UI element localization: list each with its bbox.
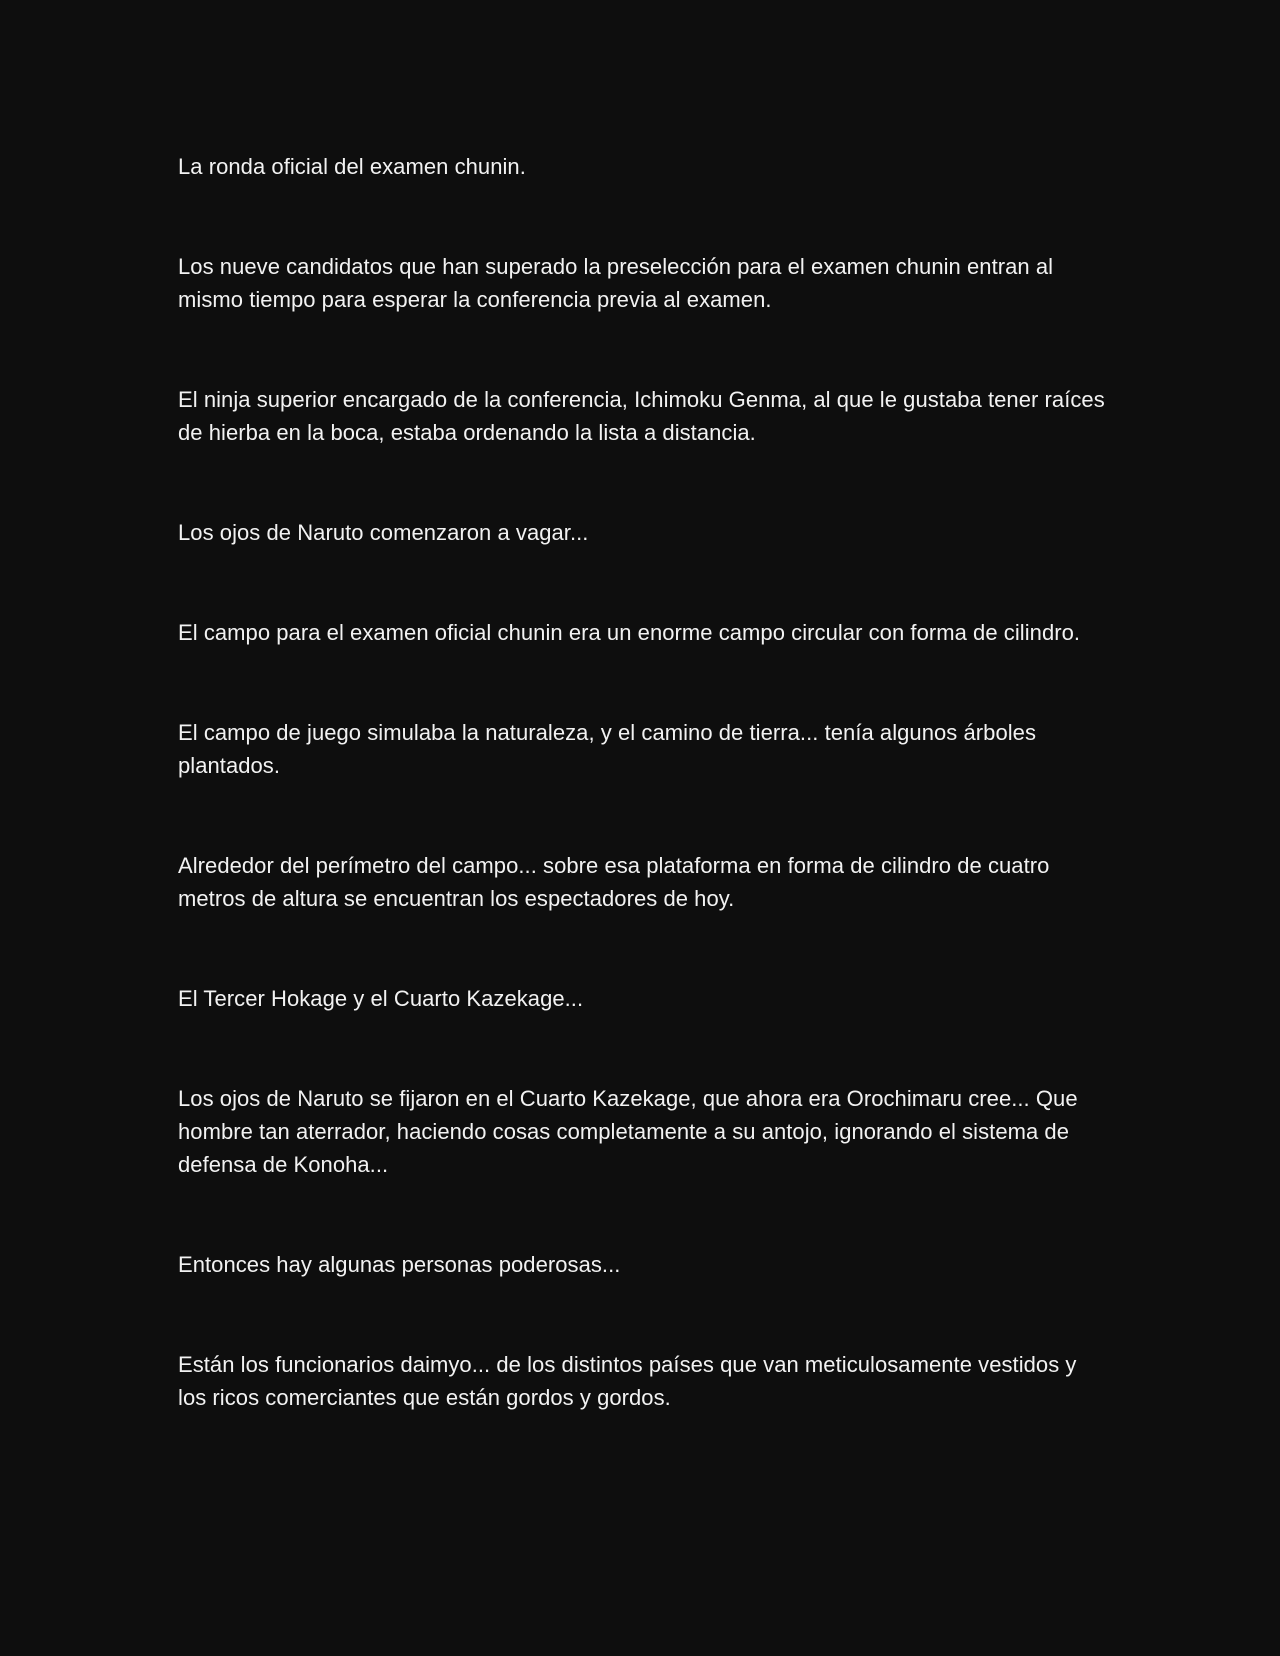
document-page — [178, 150, 1108, 1481]
paragraph-8: El Tercer Hokage y el Cuarto Kazekage... — [178, 986, 584, 1011]
paragraph-9: Los ojos de Naruto se fijaron en el Cuarto Kazekage, que ahora era Orochimaru cree... Que hombre tan aterrador, haciendo cosas completamente a su antojo, ignorando el sistema de defensa de Konoha... — [178, 1086, 1078, 1177]
paragraph-4: Los ojos de Naruto comenzaron a vagar... — [178, 520, 589, 545]
paragraph-5: El campo para el examen oficial chunin era un enorme campo circular con forma de cilindro. — [178, 620, 1081, 645]
paragraph-3: El ninja superior encargado de la conferencia, Ichimoku Genma, al que le gustaba tener raíces de hierba en la boca, estaba ordenando la lista a distancia. — [178, 387, 1105, 445]
paragraph-7: Alrededor del perímetro del campo... sobre esa plataforma en forma de cilindro de cuatro metros de altura se encuentran los espectadores de hoy. — [178, 853, 1050, 911]
paragraph-10: Entonces hay algunas personas poderosas... — [178, 1252, 621, 1277]
paragraph-6: El campo de juego simulaba la naturaleza, y el camino de tierra... tenía algunos árboles plantados. — [178, 720, 1037, 778]
paragraph-11: Están los funcionarios daimyo... de los distintos países que van meticulosamente vestidos y los ricos comerciantes que están gordos y gordos. — [178, 1352, 1077, 1410]
paragraph-1: La ronda oficial del examen chunin. — [178, 154, 526, 179]
paragraph-2: Los nueve candidatos que han superado la preselección para el examen chunin entran al mismo tiempo para esperar la conferencia previa al examen. — [178, 254, 1054, 312]
